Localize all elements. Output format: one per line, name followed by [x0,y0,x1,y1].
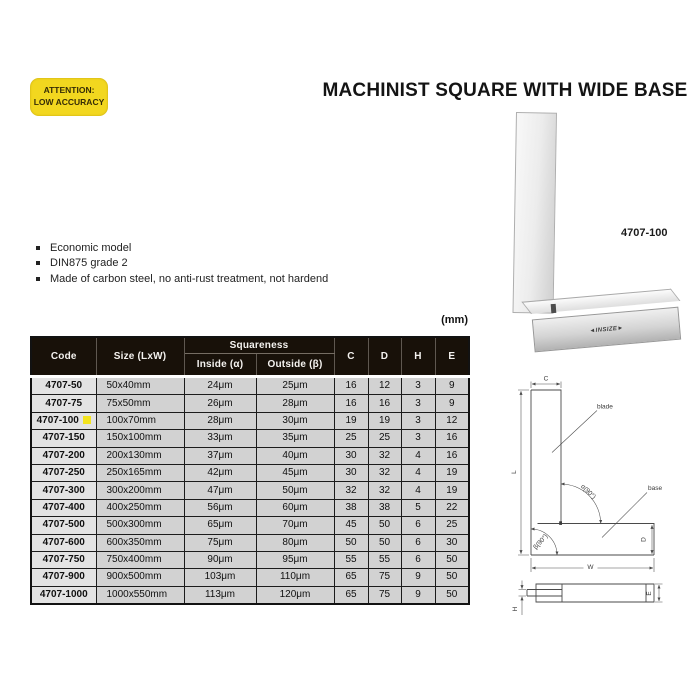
blade-slot-mark [559,521,562,525]
table-row [31,412,469,429]
cell-h: 5 [401,499,435,516]
cell-outside: 110μm [256,569,334,586]
feature-text: DIN875 grade 2 [50,257,128,270]
cell-inside: 26μm [184,395,256,412]
col-header-e: E [435,337,469,377]
photo-base-front-face [532,307,681,353]
cell-inside: 113μm [184,586,256,604]
technical-drawing [494,362,694,662]
cell-c: 30 [334,464,368,481]
table-row [31,430,469,447]
table-row [31,482,469,499]
callout-base: base [648,485,663,492]
cell-size: 600x350mm [96,534,184,551]
cell-outside: 60μm [256,499,334,516]
col-header-c: C [334,337,368,377]
feature-list [36,240,328,287]
cell-size: 150x100mm [96,430,184,447]
attention-badge-line2: LOW ACCURACY [33,97,105,107]
dim-label-d: D [640,537,648,542]
cell-outside: 70μm [256,517,334,534]
page-title: MACHINIST SQUARE WITH WIDE BASE [322,80,688,101]
cell-size: 500x300mm [96,517,184,534]
cell-inside: 47μm [184,482,256,499]
cell-size: 400x250mm [96,499,184,516]
cell-h: 3 [401,395,435,412]
feature-item [36,271,328,287]
col-header-h: H [401,337,435,377]
cell-e: 9 [435,395,469,412]
attention-badge [30,78,108,116]
col-header-outside: Outside (β) [256,354,334,377]
cell-code: 4707-600 [31,534,96,551]
cell-c: 38 [334,499,368,516]
table-row [31,447,469,464]
table-row [31,551,469,568]
cell-c: 65 [334,586,368,604]
cell-h: 9 [401,569,435,586]
cell-e: 12 [435,412,469,429]
side-view-outline [527,584,654,602]
cell-inside: 28μm [184,412,256,429]
cell-code: 4707-750 [31,551,96,568]
cell-e: 50 [435,586,469,604]
cell-c: 32 [334,482,368,499]
cell-d: 32 [368,482,401,499]
col-header-size: Size (LxW) [96,337,184,377]
cell-size: 250x165mm [96,464,184,481]
cell-d: 75 [368,569,401,586]
table-row [31,395,469,412]
cell-outside: 80μm [256,534,334,551]
cell-size: 1000x550mm [96,586,184,604]
spec-table-body [31,377,469,605]
dim-label-w: W [587,564,594,571]
cell-d: 19 [368,412,401,429]
cell-code: 4707-250 [31,464,96,481]
cell-h: 6 [401,551,435,568]
cell-d: 16 [368,395,401,412]
cell-size: 200x130mm [96,447,184,464]
highlight-marker [83,416,91,424]
feature-text: Economic model [50,241,132,254]
dim-label-h: H [512,606,519,612]
table-row [31,569,469,586]
cell-d: 50 [368,517,401,534]
cell-size: 900x500mm [96,569,184,586]
cell-inside: 24μm [184,377,256,395]
cell-c: 16 [334,395,368,412]
cell-size: 300x200mm [96,482,184,499]
dim-label-e: E [646,591,653,596]
brand-logo: ◄INSIZE► [589,325,624,334]
cell-inside: 90μm [184,551,256,568]
cell-h: 6 [401,517,435,534]
cell-outside: 35μm [256,430,334,447]
callout-blade: blade [597,403,613,411]
cell-d: 50 [368,534,401,551]
cell-outside: 28μm [256,395,334,412]
cell-code: 4707-150 [31,430,96,447]
cell-d: 32 [368,447,401,464]
bullet-square-icon [36,246,40,250]
drawing-labels [511,376,662,612]
cell-d: 75 [368,586,401,604]
cell-outside: 40μm [256,447,334,464]
table-row [31,464,469,481]
table-row [31,377,469,395]
cell-d: 38 [368,499,401,516]
cell-code: 4707-500 [31,517,96,534]
units-label: (mm) [441,314,468,326]
cell-outside: 45μm [256,464,334,481]
cell-e: 16 [435,447,469,464]
cell-c: 50 [334,534,368,551]
cell-code: 4707-400 [31,499,96,516]
cell-c: 65 [334,569,368,586]
cell-inside: 33μm [184,430,256,447]
photo-blade [512,112,557,314]
cell-d: 32 [368,464,401,481]
cell-outside: 120μm [256,586,334,604]
cell-inside: 42μm [184,464,256,481]
cell-h: 6 [401,534,435,551]
cell-d: 25 [368,430,401,447]
cell-size: 50x40mm [96,377,184,395]
bullet-square-icon [36,277,40,281]
cell-inside: 65μm [184,517,256,534]
cell-d: 55 [368,551,401,568]
cell-code: 4707-100 [31,412,96,429]
angle-label-beta: β(90°) [532,533,550,551]
attention-badge-line1: ATTENTION: [43,85,95,96]
cell-e: 30 [435,534,469,551]
cell-c: 30 [334,447,368,464]
cell-inside: 75μm [184,534,256,551]
cell-h: 4 [401,464,435,481]
cell-code: 4707-900 [31,569,96,586]
cell-inside: 103μm [184,569,256,586]
cell-code: 4707-1000 [31,586,96,604]
cell-inside: 37μm [184,447,256,464]
spec-table [30,336,470,605]
cell-h: 3 [401,412,435,429]
feature-text: Made of carbon steel, no anti-rust treatment, not hardend [50,272,329,285]
cell-outside: 95μm [256,551,334,568]
table-row [31,517,469,534]
table-row [31,534,469,551]
cell-outside: 30μm [256,412,334,429]
cell-h: 4 [401,482,435,499]
cell-size: 75x50mm [96,395,184,412]
cell-h: 4 [401,447,435,464]
cell-e: 50 [435,551,469,568]
cell-size: 100x70mm [96,412,184,429]
table-row [31,499,469,516]
cell-c: 45 [334,517,368,534]
dim-label-l: L [511,470,518,474]
cell-e: 16 [435,430,469,447]
bullet-square-icon [36,261,40,265]
cell-h: 9 [401,586,435,604]
cell-c: 25 [334,430,368,447]
cell-d: 12 [368,377,401,395]
dim-label-c: C [543,375,549,383]
cell-outside: 50μm [256,482,334,499]
cell-e: 50 [435,569,469,586]
cell-c: 16 [334,377,368,395]
feature-item [36,240,328,256]
cell-code: 4707-200 [31,447,96,464]
cell-e: 19 [435,464,469,481]
product-code-label: 4707-100 [621,227,668,239]
angle-label-alpha: α(90°) [579,483,597,501]
cell-e: 9 [435,377,469,395]
cell-code: 4707-50 [31,377,96,395]
cell-code: 4707-300 [31,482,96,499]
cell-code: 4707-75 [31,395,96,412]
col-header-d: D [368,337,401,377]
cell-e: 22 [435,499,469,516]
cell-outside: 25μm [256,377,334,395]
cell-h: 3 [401,377,435,395]
cell-size: 750x400mm [96,551,184,568]
cell-e: 25 [435,517,469,534]
photo-base-top-face [521,289,680,314]
cell-inside: 56μm [184,499,256,516]
feature-item [36,256,328,272]
photo-blade-base-joint [551,304,557,313]
col-header-inside: Inside (α) [184,354,256,377]
cell-c: 19 [334,412,368,429]
col-header-squareness: Squareness [184,337,334,354]
cell-h: 3 [401,430,435,447]
cell-e: 19 [435,482,469,499]
table-row [31,586,469,604]
cell-c: 55 [334,551,368,568]
col-header-code: Code [31,337,96,377]
